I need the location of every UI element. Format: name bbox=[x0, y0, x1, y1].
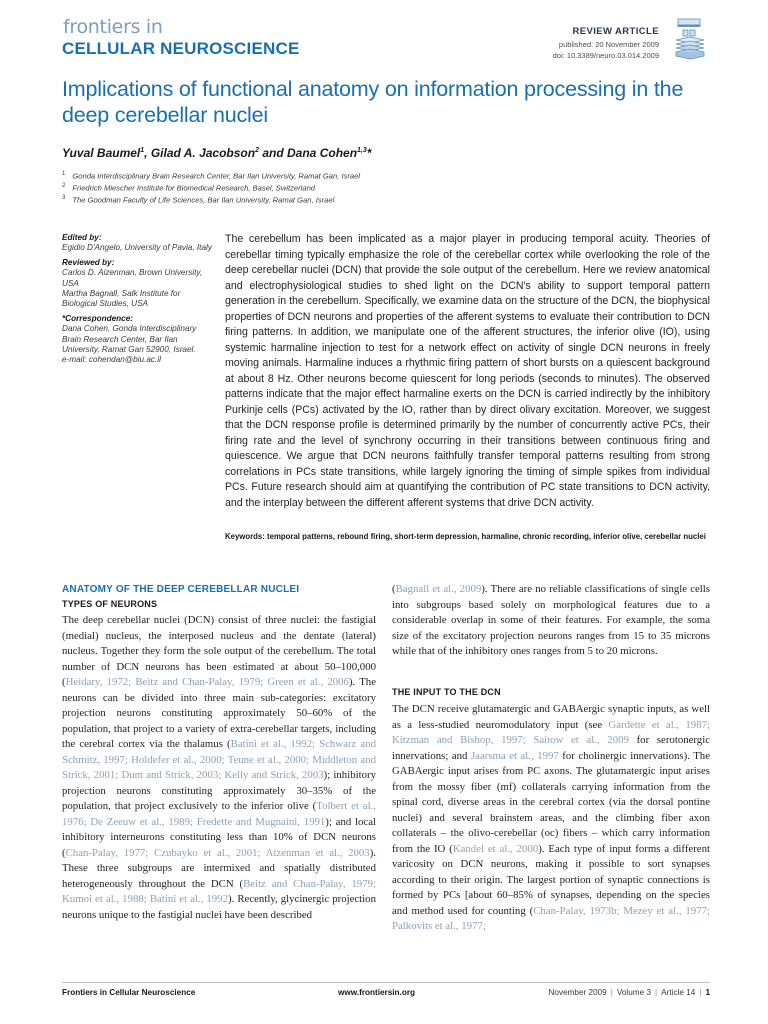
citation-link[interactable]: Tolbert et al., 1976; De Zeeuw et al., 1989; Fredette and Mugnaini, 1991 bbox=[62, 800, 376, 828]
affiliation-1: $^1$ Gonda Interdisciplinary Brain Research Center, Bar Ilan University, Ramat Gan, Israel bbox=[62, 171, 361, 181]
correspondence-label: *Correspondence: bbox=[62, 313, 133, 323]
body-text: ). The neurons can be divided into three main sub-categories: excitatory projection neurons constituting approximately 50–60% of the population, that project to a variety of extra-cerebellar targets, including the cerebral cortex via the thalamus ( bbox=[62, 676, 376, 750]
footer-rule bbox=[62, 982, 710, 983]
citation-link[interactable]: Kandel et al., 2000 bbox=[452, 842, 539, 855]
body-text: The deep cerebellar nuclei (DCN) consist of three nuclei: the fastigial (medial) nucleus, the interposed nucleus and the dentate (lateral) nucleus. Together they form the sole output of the cerebellum. The total number of DCN neurons has been estimated at about 50–100,000 ( bbox=[62, 614, 376, 688]
citation-link[interactable]: Bagnall et al., 2009 bbox=[395, 583, 482, 595]
article-metadata bbox=[62, 233, 212, 366]
published-date: published: 20 November 2009 bbox=[558, 40, 659, 49]
abstract: The cerebellum has been implicated as a major player in producing temporal acuity. Theories of cerebellar timing typically emphasize the role of the cerebellar cortex while overlooking the role of the deep cerebellar nuclei (DCN) that provide the sole output of the cerebellum. Here we review anatomical and electrophysiological studies to shed light on the DCN's ability to support temporal pattern generation in the cerebellum. Specifically, we examine data on the structure of the DCN, the biophysical properties of DCN neurons and properties of the afferent systems to evaluate their contribution to DCN firing patterns. In addition, we manipulate one of the afferent structures, the inferior olive (IO), using systemic harmaline injection to test for a network effect on activity of single DCN neurons in freely moving animals. Harmaline induces a rhythmic firing pattern of short bursts on a quiescent background at about 8 Hz. Other neurons become quiescent for long periods (seconds to minutes). The observed patterns indicate that the major effect harmaline exerts on the DCN is carried indirectly by the inhibitory Purkinje cells (PCs) activated by the IO, rather than by direct olivary excitation. Moreover, we suggest that the DCN response profile is determined primarily by the number of concurrently active PCs, their firing rate and the level of synchrony occurring in their transitions between continuous firing and quiescence. We argue that DCN neurons faithfully transfer temporal patterns resulting from strong correlations in PCs state transitions, while largely ignoring the timing of simple spikes from individual PCs. Future research should aim at quantifying the contribution of PC state transitions to DCN activity, and the interplay between the different afferent systems that drive DCN activity. bbox=[225, 233, 710, 509]
footer-url[interactable]: www.frontiersin.org bbox=[338, 988, 416, 997]
body-column-2-bottom bbox=[392, 702, 710, 935]
affiliation-3: $^3$ The Goodman Faculty of Life Sciences, Bar Ilan University, Ramat Gan, Israel bbox=[62, 195, 335, 205]
author-name: Gilad A. Jacobson bbox=[150, 146, 256, 160]
doi: doi: 10.3389/neuro.03.014.2009 bbox=[552, 51, 659, 60]
journal-name-line1: frontiers in bbox=[63, 16, 163, 38]
citation-link[interactable]: Heidary, 1972; Beitz and Chan-Palay, 1979; Green et al., 2006 bbox=[65, 676, 349, 688]
subheading-types-of-neurons: TYPES OF NEURONS bbox=[62, 599, 158, 609]
author-affiliation-mark: 1,3 bbox=[357, 147, 367, 154]
body-text: ). Each type of input forms a different varicosity on DCN neurons, making it possible to sort synapses according to their origin. The largest portion of synaptic connections is formed by PCs [about 60–85% of synapses, depending on the species and method used for counting ( bbox=[392, 842, 710, 917]
author-list: Yuval Baumel$^1$, Gilad A. Jacobson$^2$ and Dana Cohen$^{1,3}$* bbox=[62, 146, 372, 160]
body-text: ). These three subgroups are intermixed and spatially distributed heterogeneously throughout the DCN ( bbox=[62, 846, 376, 890]
footer-article: Article 14 bbox=[661, 988, 696, 997]
keywords: Keywords: temporal patterns, rebound firing, short-term depression, harmaline, chronic recording, inferior olive, cerebellar nuclei bbox=[225, 532, 706, 541]
page-number: 1 bbox=[705, 988, 710, 997]
body-text: ); inhibitory projection neurons constituting approximately 30–35% of the population, that project exclusively to the inferior olive ( bbox=[62, 769, 376, 812]
body-text: for cholinergic innervations). The GABAergic input arises from PC axons. The glutamatergic input arises from the mossy fiber (mf) collaterals carrying information from the spinal cord, diverse areas in the cerebral cortex (via the dorsal pontine nuclei) and several brainstem areas, and the climbing fiber axon collaterals – the olivo-cerebellar (oc) fibers – which carry information from the IO ( bbox=[392, 749, 710, 855]
author-name: Dana Cohen bbox=[287, 146, 358, 160]
footer-date: November 2009 bbox=[548, 988, 607, 997]
footer-volume: Volume 3 bbox=[616, 988, 652, 997]
article-title: Implications of functional anatomy on information processing in the deep cerebellar nuclei bbox=[62, 77, 684, 127]
author-affiliation-mark: 1 bbox=[140, 147, 145, 154]
affiliation-2: $^2$ Friedrich Miescher Institute for Biomedical Research, Basel, Switzerland bbox=[62, 183, 316, 193]
subheading-input-to-dcn: THE INPUT TO THE DCN bbox=[392, 687, 501, 697]
reviewed-by-label: Reviewed by: bbox=[62, 257, 115, 267]
body-text: for serotonergic innervations; and bbox=[392, 734, 710, 762]
citation-link[interactable]: Chan-Palay, 1977; Czubayko et al., 2001; Aizenman et al., 2003 bbox=[65, 846, 370, 859]
article-type: REVIEW ARTICLE bbox=[572, 26, 659, 37]
editor: Egidio D'Angelo, University of Pavia, Italy bbox=[62, 243, 212, 253]
body-text: ). Recently, glycinergic projection neurons unique to the fastigial nuclei have been described bbox=[62, 893, 376, 921]
body-column-2-top bbox=[392, 582, 710, 660]
citation-link[interactable]: Chan-Palay, 1973b; Mezey et al., 1977; Palkovits et al., 1977; bbox=[392, 904, 711, 932]
footer-journal: Frontiers in Cellular Neuroscience bbox=[62, 988, 196, 997]
correspondence: Dana Cohen, Gonda Interdisciplinary Brain Research Center, Bar Ilan University, Ramat Gan 52900, Israel. bbox=[62, 324, 197, 355]
email-link[interactable]: e-mail: cohendan@biu.ac.il bbox=[62, 355, 161, 365]
citation-link[interactable]: Beitz and Chan-Palay, 1979; Kumoi et al., 1988; Batini et al., 1992 bbox=[62, 877, 376, 905]
citation-link[interactable]: Jaarsma et al., 1997 bbox=[470, 749, 559, 762]
edited-by-label: Edited by: bbox=[62, 233, 102, 242]
body-text: ); and local inhibitory interneurons constituting less than 10% of DCN neurons ( bbox=[62, 815, 376, 859]
body-text: The DCN receive glutamatergic and GABAergic synaptic inputs, as well as a less-studied neuromodulatory input (see bbox=[392, 703, 710, 731]
author-affiliation-mark: 2 bbox=[255, 147, 259, 154]
body-text: ( bbox=[392, 583, 396, 595]
footer-citation: November 2009 | Volume 3 | Article 14 | 1 bbox=[548, 988, 710, 997]
stacked-blocks-icon bbox=[672, 16, 708, 60]
author-name: Yuval Baumel bbox=[62, 146, 141, 160]
journal-name-line2: CELLULAR NEUROSCIENCE bbox=[62, 39, 300, 58]
reviewer-1: Carlos D. Aizenman, Brown University, USA bbox=[62, 268, 203, 288]
section-heading: ANATOMY OF THE DEEP CEREBELLAR NUCLEI bbox=[62, 584, 300, 595]
body-text: ). There are no reliable classifications of single cells into subgroups based solely on morphological features due to a considerable overlap in some of their features. For example, the soma size of the excitatory projection neurons ranges from 15 to 35 microns while that of the inhibitory ones ranges from 5 to 20 microns. bbox=[392, 583, 710, 657]
citation-link[interactable]: Batini et al., 1992; Schwarz and Schmitz, 1997; Holdefer et al., 2000; Teune et al., 2000; Middleton and Strick, 2001; Dum and Strick, 2003; Kelly and Strick, 2003 bbox=[62, 738, 376, 781]
reviewer-2: Martha Bagnall, Salk Institute for Biological Studies, USA bbox=[62, 289, 181, 309]
citation-link[interactable]: Gardette et al., 1987; Kitzman and Bishop, 1997; Saitow et al., 2009 bbox=[392, 718, 710, 746]
body-column-1 bbox=[62, 613, 376, 923]
